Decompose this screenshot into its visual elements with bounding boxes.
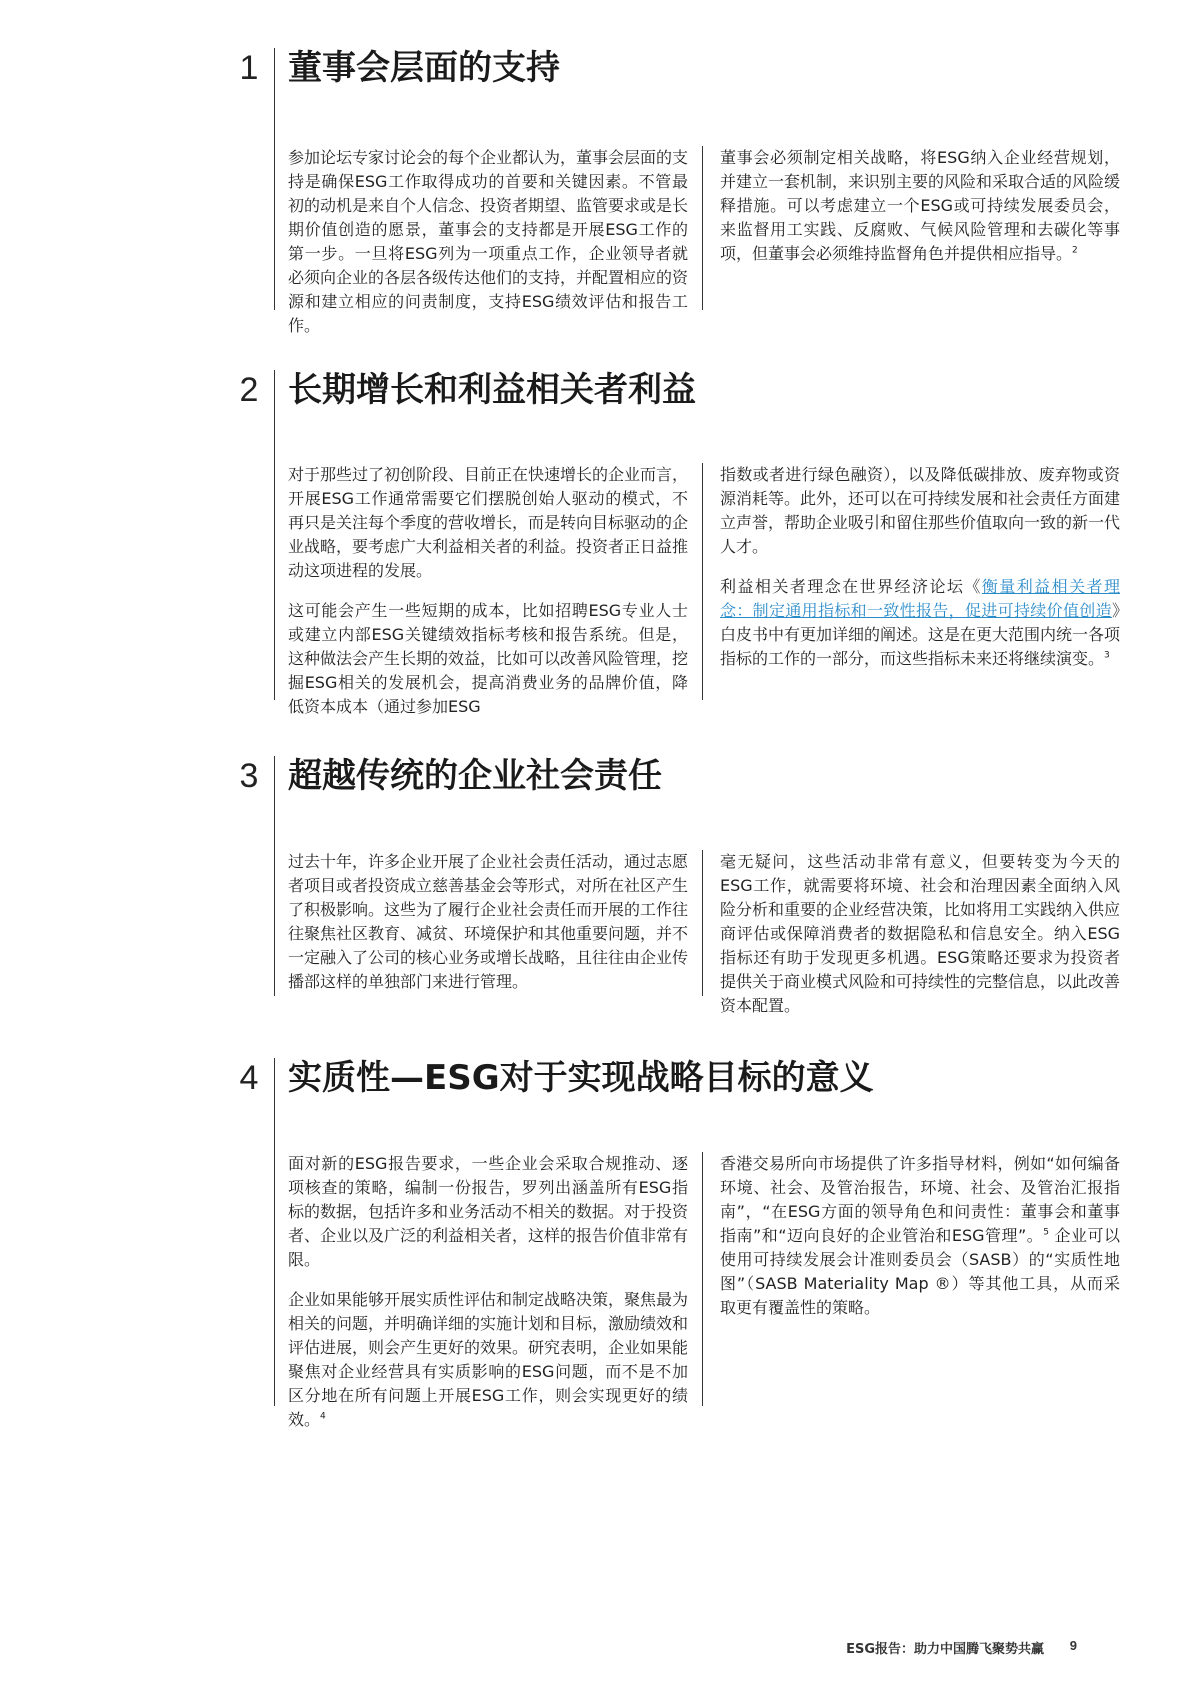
section-rule [274,756,275,996]
whitepaper-link[interactable]: 衡量利益相关者理念：制定通用指标和一致性报告，促进可持续价值创造 [720,577,1120,620]
section-number: 2 [239,371,259,409]
section-rule [274,370,275,700]
column-divider [702,850,703,996]
paragraph: 董事会必须制定相关战略，将ESG纳入企业经营规划，并建立一套机制，来识别主要的风险和采取合适的风险缓释措施。可以考虑建立一个ESG或可持续发展委员会，来监督用工实践、反腐败、气候风险管理和去碳化等事项，但董事会必须维持监督角色并提供相应指导。$^2$ [720,148,1121,263]
paragraph: 对于那些过了初创阶段、目前正在快速增长的企业而言，开展ESG工作通常需要它们摆脱创始人驱动的模式，不再只是关注每个季度的营收增长，而是转向目标驱动的企业战略，要考虑广大利益相关者的利益。投资者正日益推动这项进程的发展。 [288,465,689,580]
column-divider [702,1152,703,1406]
section-title: 实质性—ESG对于实现战略目标的意义 [288,1058,874,1098]
page-number: 9 [1069,1638,1077,1653]
left-column [288,850,688,1010]
column-divider [702,463,703,700]
section-number: 1 [239,49,259,87]
right-column [720,463,1120,687]
paragraph: 过去十年，许多企业开展了企业社会责任活动，通过志愿者项目或者投资成立慈善基金会等形式，对所在社区产生了积极影响。这些为了履行企业社会责任而开展的工作往往聚焦社区教育、减贫、环境保护和其他重要问题，并不一定融入了公司的核心业务或增长战略，且往往由企业传播部这样的单独部门来进行管理。 [288,852,689,991]
page-footer [0,1638,1190,1668]
column-divider [702,146,703,310]
section-title: 超越传统的企业社会责任 [288,756,662,796]
section-rule [274,1058,275,1406]
paragraph: 这可能会产生一些短期的成本，比如招聘ESG专业人士或建立内部ESG关键绩效指标考核和报告系统。但是，这种做法会产生长期的效益，比如可以改善风险管理，挖掘ESG相关的发展机会，提高消费业务的品牌价值，降低资本成本（通过参加ESG [288,601,689,716]
paragraph: 香港交易所向市场提供了许多指导材料，例如“如何编备环境、社会、及管治报告，环境、社会、及管治汇报指南”，“在ESG方面的领导角色和问责性：董事会和董事指南”和“迈向良好的企业管治和ESG管理”。$^5$ 企业可以使用可持续发展会计准则委员会（SASB）的“实质性地图”（SASB Materiality Map ®）等其他工具，从而采取更有覆盖性的策略。 [720,1154,1120,1317]
footnote-ref[interactable]: 3 [1104,650,1110,661]
footnote-ref[interactable]: 2 [1072,245,1078,256]
paragraph: 参加论坛专家讨论会的每个企业都认为，董事会层面的支持是确保ESG工作取得成功的首要和关键因素。不管最初的动机是来自个人信念、投资者期望、监管要求或是长期价值创造的愿景，董事会的支持都是开展ESG工作的第一步。一旦将ESG列为一项重点工作，企业领导者就必须向企业的各层各级传达他们的支持，并配置相应的资源和建立相应的问责制度，支持ESG绩效评估和报告工作。 [288,148,689,335]
right-column [720,1152,1120,1336]
footer-title: ESG报告：助力中国腾飞聚势共赢 [846,1642,1044,1657]
left-column [288,1152,688,1448]
paragraph: 利益相关者理念在世界经济论坛《衡量利益相关者理念：制定通用指标和一致性报告，促进可持续价值创造》白皮书中有更加详细的阐述。这是在更大范围内统一各项指标的工作的一部分，而这些指标未来还将继续演变。$^3$ [720,577,1121,668]
right-column [720,850,1120,1034]
left-column [288,463,688,735]
paragraph: 面对新的ESG报告要求，一些企业会采取合规推动、逐项核查的策略，编制一份报告，罗列出涵盖所有ESG指标的数据，包括许多和业务活动不相关的数据。对于投资者、企业以及广泛的利益相关者，这样的报告价值非常有限。 [288,1154,689,1269]
footnote-ref[interactable]: 4 [320,1411,326,1422]
paragraph: 指数或者进行绿色融资），以及降低碳排放、废弃物或资源消耗等。此外，还可以在可持续发展和社会责任方面建立声誉，帮助企业吸引和留住那些价值取向一致的新一代人才。 [720,465,1121,556]
section-rule [274,48,275,310]
left-column [288,146,688,354]
footnote-ref[interactable]: 5 [1043,1227,1049,1238]
section-title: 长期增长和利益相关者利益 [288,370,696,410]
paragraph: 毫无疑问，这些活动非常有意义，但要转变为今天的ESG工作，就需要将环境、社会和治理因素全面纳入风险分析和重要的企业经营决策，比如将用工实践纳入供应商评估或保障消费者的数据隐私和信息安全。纳入ESG指标还有助于发现更多机遇。ESG策略还要求为投资者提供关于商业模式风险和可持续性的完整信息，以此改善资本配置。 [720,852,1121,1015]
section-number: 4 [239,1059,259,1097]
right-column [720,146,1120,282]
section-title: 董事会层面的支持 [288,48,560,88]
paragraph: 企业如果能够开展实质性评估和制定战略决策，聚焦最为相关的问题，并明确详细的实施计划和目标，激励绩效和评估进展，则会产生更好的效果。研究表明，企业如果能聚焦对企业经营具有实质影响的ESG问题，而不是不加区分地在所有问题上开展ESG工作，则会实现更好的绩效。$^4$ [288,1290,689,1429]
section-number: 3 [239,757,259,795]
